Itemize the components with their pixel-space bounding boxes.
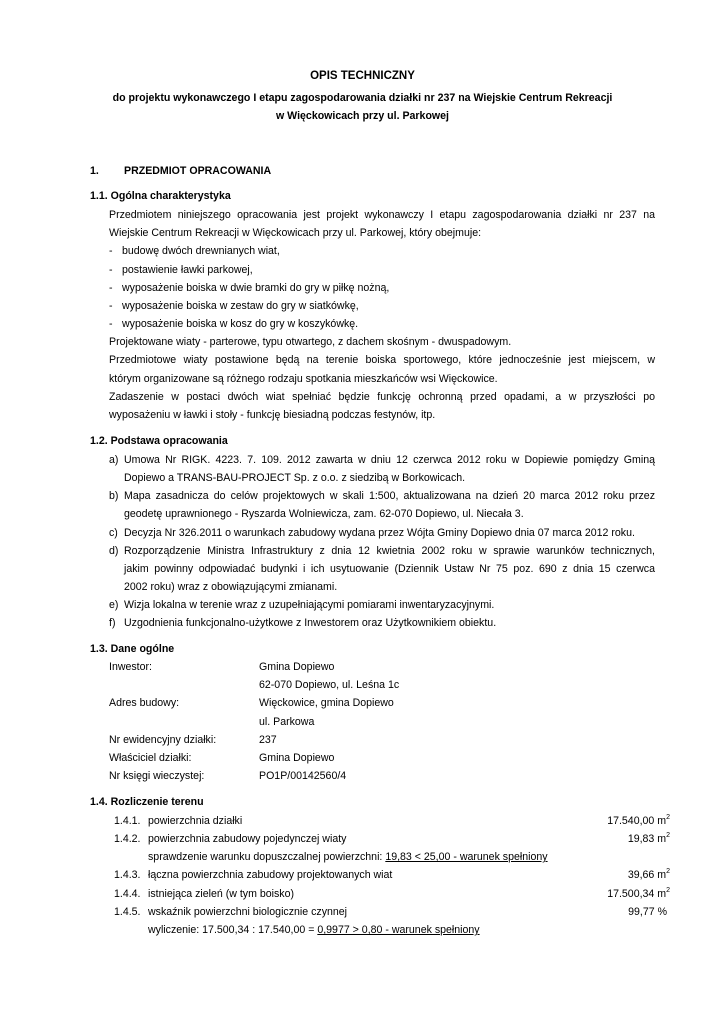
document-title: OPIS TECHNICZNY [310,70,415,82]
list-marker: c) [109,527,118,539]
section-1-number: 1. [90,165,99,177]
basis-item-d-line-2: jakim powinny odpowiadać budynki i ich usytuowanie (Dziennik Ustaw Nr 75 poz. 690 z dnia 15 czerwca [124,563,655,575]
general-data-label: Nr księgi wieczystej: [109,770,205,782]
basis-item-c: Decyzja Nr 326.2011 o warunkach zabudowy wydana przez Wójta Gminy Dopiewo dnia 07 marca 2012 roku. [124,527,635,539]
list-item: postawienie ławki parkowej, [122,264,253,276]
area-item-value: 99,77 % [628,906,667,918]
general-data-value: 237 [259,734,277,746]
general-data-value: 62-070 Dopiewo, ul. Leśna 1c [259,679,400,691]
section-1-4-heading: 1.4. Rozliczenie terenu [90,796,204,808]
area-item-value: 19,83 $m^2$ [627,832,670,845]
intro-line-1: Przedmiotem niniejszego opracowania jest projekt wykonawczy I etapu zagospodarowania działki nr 237 na [109,209,655,221]
list-item: wyposażenie boiska w zestaw do gry w siatkówkę, [122,300,359,312]
basis-item-d-line-1: Rozporządzenie Ministra Infrastruktury z dnia 12 kwietnia 2002 roku w sprawie warunków technicznych, [124,545,655,557]
list-item: wyposażenie boiska w kosz do gry w koszykówkę. [122,318,359,330]
area-check-1: sprawdzenie warunku dopuszczalnej powierzchni: 19,83 < 25,00 - warunek spełniony [148,851,548,863]
general-data-value: Więckowice, gmina Dopiewo [259,697,394,709]
general-data-label: Inwestor: [109,661,152,673]
area-item-label: powierzchnia działki [148,815,243,827]
basis-item-a-line-2: Dopiewo a TRANS-BAU-PROJECT Sp. z o.o. z siedzibą w Borkowicach. [124,472,466,484]
list-marker: b) [109,490,119,502]
section-1-1-heading: 1.1. Ogólna charakterystyka [90,190,231,202]
list-item: wyposażenie boiska w dwie bramki do gry w piłkę nożną, [122,282,390,294]
list-marker: a) [109,454,119,466]
general-data-label: Nr ewidencyjny działki: [109,734,217,746]
list-item: budowę dwóch drewnianych wiat, [122,245,280,257]
list-marker: e) [109,599,119,611]
general-data-value: PO1P/00142560/4 [259,770,347,782]
basis-item-b-line-2: geodetę uprawnionego - Ryszarda Wolniewicza, zam. 62-070 Dopiewo, ul. Niecała 3. [124,508,524,520]
paragraph-location-line-1: Przedmiotowe wiaty postawione będą na terenie boiska sportowego, które jednocześnie jest miejscem, w [109,354,655,366]
basis-item-b-line-1: Mapa zasadnicza do celów projektowych w skali 1:500, aktualizowana na dzień 20 marca 2012 roku przez [124,490,655,502]
area-check-2: wyliczenie: 17.500,34 : 17.540,00 = 0,9977 > 0,80 - warunek spełniony [148,924,480,936]
section-1-3-heading: 1.3. Dane ogólne [90,643,175,655]
bullet-dash: - [109,282,113,294]
document-subtitle-line-1: do projektu wykonawczego I etapu zagospodarowania działki nr 237 na Wiejskie Centrum Rekreacji [112,92,613,104]
basis-item-a-line-1: Umowa Nr RIGK. 4223. 7. 109. 2012 zawarta w dniu 12 czerwca 2012 roku w Dopiewie pomiędzy Gminą [124,454,655,466]
bullet-dash: - [109,245,113,257]
section-1-2-heading: 1.2. Podstawa opracowania [90,435,228,447]
general-data-label: Właściciel działki: [109,752,192,764]
paragraph-location-line-2: którym organizowane są różnego rodzaju spotkania mieszkańców wsi Więckowice. [109,373,498,385]
basis-item-d-line-3: 2002 roku) wraz z obowiązującymi zmianami. [124,581,338,593]
paragraph-function-line-1: Zadaszenie w postaci dwóch wiat spełniać będzie funkcję ochronną przed opadami, a w przyszłości po [109,391,655,403]
bullet-dash: - [109,300,113,312]
paragraph-function-line-2: wyposażeniu w ławki i stoły - funkcję biesiadną podczas festynów, itp. [109,409,436,421]
bullet-dash: - [109,318,113,330]
area-item-label: łączna powierzchnia zabudowy projektowanych wiat [148,869,393,881]
general-data-value: Gmina Dopiewo [259,752,335,764]
area-item-number: 1.4.5. [114,906,141,918]
document-subtitle-line-2: w Więckowicach przy ul. Parkowej [276,110,449,122]
basis-item-e: Wizja lokalna w terenie wraz z uzupełniającymi pomiarami inwentaryzacyjnymi. [124,599,495,611]
general-data-label: Adres budowy: [109,697,180,709]
area-item-value: 17.540,00 $m^2$ [607,814,670,827]
area-item-label: wskaźnik powierzchni biologicznie czynnej [148,906,348,918]
section-1-title: PRZEDMIOT OPRACOWANIA [124,165,272,177]
area-item-label: powierzchnia zabudowy pojedynczej wiaty [148,833,347,845]
intro-line-2: Wiejskie Centrum Rekreacji w Więckowicach przy ul. Parkowej, który obejmuje: [109,227,482,239]
area-item-number: 1.4.1. [114,815,141,827]
general-data-value: ul. Parkowa [259,716,315,728]
bullet-dash: - [109,264,113,276]
list-marker: d) [109,545,119,557]
area-item-number: 1.4.2. [114,833,141,845]
general-data-value: Gmina Dopiewo [259,661,335,673]
area-item-number: 1.4.3. [114,869,141,881]
area-item-number: 1.4.4. [114,888,141,900]
basis-item-f: Uzgodnienia funkcjonalno-użytkowe z Inwestorem oraz Użytkownikiem obiektu. [124,617,497,629]
list-marker: f) [109,617,116,629]
paragraph-roofs: Projektowane wiaty - parterowe, typu otwartego, z dachem skośnym - dwuspadowym. [109,336,512,348]
area-item-value: 39,66 $m^2$ [627,868,670,881]
area-item-label: istniejąca zieleń (w tym boisko) [148,888,295,900]
area-item-value: 17.500,34 $m^2$ [607,887,670,900]
